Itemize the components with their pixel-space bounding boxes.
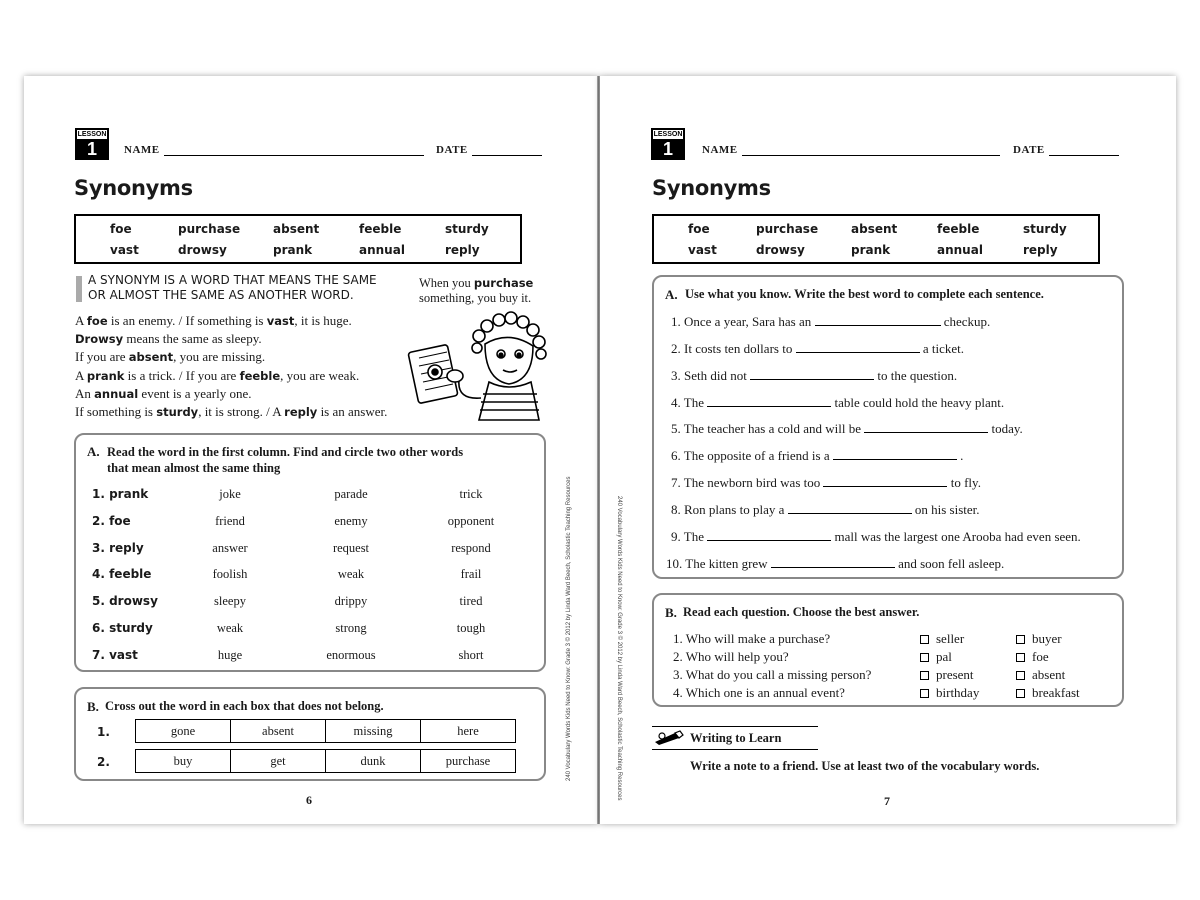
- answer-blank[interactable]: [707, 395, 831, 407]
- word-cell[interactable]: here: [421, 720, 516, 743]
- vocabulary-box: [74, 214, 522, 264]
- word-cell[interactable]: missing: [326, 720, 421, 743]
- page-title: Synonyms: [652, 176, 771, 200]
- vocab-word: purchase: [756, 222, 819, 236]
- vocab-word: vast: [688, 243, 717, 257]
- section-a-box: [652, 275, 1124, 579]
- vocab-word: foe: [688, 222, 710, 236]
- lesson-badge: [75, 128, 109, 160]
- checkbox-icon[interactable]: [1016, 689, 1025, 698]
- answer-option[interactable]: seller: [920, 631, 964, 647]
- word-cell[interactable]: dunk: [326, 750, 421, 773]
- vocab-word: prank: [273, 243, 313, 257]
- name-label: NAME: [702, 144, 738, 156]
- section-b-instructions: Cross out the word in each box that does not belong.: [105, 699, 384, 713]
- writing-prompt: Write a note to a friend. Use at least two of the vocabulary words.: [690, 759, 1040, 773]
- left-page: [24, 76, 598, 824]
- word-cell[interactable]: get: [231, 750, 326, 773]
- page-number: 7: [884, 794, 890, 808]
- checkbox-icon[interactable]: [920, 689, 929, 698]
- checkbox-icon[interactable]: [1016, 671, 1025, 680]
- definition-line: Drowsy means the same as sleepy.: [75, 331, 262, 347]
- list-item: 6. The opposite of a friend is a .: [671, 448, 964, 463]
- vocab-word: reply: [445, 243, 480, 257]
- lesson-number: 1: [662, 139, 673, 159]
- question-row: 4. Which one is an annual event?: [673, 685, 845, 700]
- question-row: 1. Who will make a purchase?: [673, 631, 831, 646]
- vocab-word: absent: [851, 222, 898, 236]
- definition-line: If you are absent, you are missing.: [75, 349, 266, 365]
- section-b-letter: B.: [665, 605, 677, 620]
- checkbox-icon[interactable]: [920, 653, 929, 662]
- cross-out-box-2: [135, 749, 516, 773]
- answer-option[interactable]: present: [920, 667, 974, 683]
- list-item: 5. The teacher has a cold and will be today.: [671, 421, 1023, 436]
- date-field[interactable]: [472, 155, 542, 156]
- cross-out-box-1: [135, 719, 516, 743]
- right-page: [600, 76, 1176, 824]
- section-a-instructions: Use what you know. Write the best word to complete each sentence.: [685, 287, 1044, 301]
- name-field[interactable]: [742, 155, 1000, 156]
- vocab-word: reply: [1023, 243, 1058, 257]
- vocabulary-box: [652, 214, 1100, 264]
- date-label: DATE: [1013, 144, 1045, 156]
- section-b-box: [74, 687, 546, 781]
- synonym-definition: A SYNONYM IS A WORD THAT MEANS THE SAME OR ALMOST THE SAME AS ANOTHER WORD.: [88, 273, 377, 302]
- answer-blank[interactable]: [750, 368, 874, 380]
- vocab-word: foe: [110, 222, 132, 236]
- definitions-list: [75, 312, 387, 421]
- answer-blank[interactable]: [833, 448, 957, 460]
- list-item: 1. Once a year, Sara has an checkup.: [671, 314, 991, 329]
- list-item: 10. The kitten grew and soon fell asleep.: [666, 556, 1005, 571]
- list-item: 8. Ron plans to play a on his sister.: [671, 502, 980, 517]
- answer-blank[interactable]: [815, 314, 941, 326]
- list-item: 9. The mall was the largest one Arooba had even seen.: [671, 529, 1081, 544]
- question-row: 2. Who will help you?: [673, 649, 789, 664]
- word-cell[interactable]: gone: [136, 720, 231, 743]
- answer-blank[interactable]: [864, 421, 988, 433]
- date-field[interactable]: [1049, 155, 1119, 156]
- vocab-word: annual: [359, 243, 405, 257]
- vocab-word: feeble: [937, 222, 980, 236]
- pencil-icon: [653, 730, 685, 746]
- checkbox-icon[interactable]: [1016, 635, 1025, 644]
- row-number: 2.: [97, 755, 110, 769]
- checkbox-icon[interactable]: [920, 635, 929, 644]
- answer-option[interactable]: pal: [920, 649, 952, 665]
- page-number: 6: [306, 793, 312, 807]
- name-label: NAME: [124, 144, 160, 156]
- answer-option[interactable]: foe: [1016, 649, 1049, 665]
- lesson-label: LESSON: [77, 131, 107, 138]
- vocab-word: purchase: [178, 222, 241, 236]
- definition-line: An annual event is a yearly one.: [75, 385, 252, 401]
- writing-header: [652, 726, 818, 750]
- vocab-word: drowsy: [756, 243, 805, 257]
- vocab-word: sturdy: [445, 222, 489, 236]
- name-field[interactable]: [164, 155, 424, 156]
- word-cell[interactable]: buy: [136, 750, 231, 773]
- lesson-badge: [651, 128, 685, 160]
- list-item: 2. It costs ten dollars to a ticket.: [671, 341, 964, 356]
- vocab-word: drowsy: [178, 243, 227, 257]
- section-b-box: [652, 593, 1124, 707]
- vocab-word: vast: [110, 243, 139, 257]
- date-label: DATE: [436, 144, 468, 156]
- lesson-number: 1: [86, 139, 97, 159]
- definition-line: A foe is an enemy. / If something is vast, it is huge.: [75, 313, 352, 328]
- question-row: 3. What do you call a missing person?: [673, 667, 872, 682]
- answer-option[interactable]: breakfast: [1016, 685, 1080, 701]
- vocab-word: feeble: [359, 222, 402, 236]
- definition-line: If something is sturdy, it is strong. / A reply is an answer.: [75, 404, 388, 420]
- section-a-instructions: Read the word in the first column. Find and circle two other words that mean almost the same thing: [107, 445, 464, 475]
- writing-title: Writing to Learn: [690, 731, 782, 745]
- lesson-label: LESSON: [653, 131, 683, 138]
- answer-blank[interactable]: [771, 556, 895, 568]
- list-item: 4. The table could hold the heavy plant.: [671, 395, 1005, 410]
- word-cell[interactable]: purchase: [421, 750, 516, 773]
- vocab-word: annual: [937, 243, 983, 257]
- list-item: 7. The newborn bird was too to fly.: [671, 475, 981, 490]
- section-b-letter: B.: [87, 699, 99, 714]
- answer-option[interactable]: absent: [1016, 667, 1065, 683]
- checkbox-icon[interactable]: [920, 671, 929, 680]
- answer-blank[interactable]: [796, 341, 920, 353]
- answer-option[interactable]: birthday: [920, 685, 979, 701]
- vocab-word: prank: [851, 243, 891, 257]
- list-item: 3. Seth did not to the question.: [671, 368, 958, 383]
- answer-blank[interactable]: [823, 475, 947, 487]
- copyright-text: 240 Vocabulary Words Kids Need to Know: Grade 3 © 2012 by Linda Ward Beech, Scholastic Teaching Resources: [566, 476, 572, 781]
- section-b-instructions: Read each question. Choose the best answer.: [683, 605, 920, 619]
- page-title: Synonyms: [74, 176, 193, 200]
- girl-with-money-illustration: [407, 308, 557, 423]
- row-number: 1.: [97, 725, 110, 739]
- word-cell[interactable]: absent: [231, 720, 326, 743]
- section-a-letter: A.: [87, 444, 100, 459]
- vocab-word: sturdy: [1023, 222, 1067, 236]
- section-a-letter: A.: [665, 287, 678, 302]
- definition-bar: [76, 276, 82, 302]
- callout-text: When you purchase something, you buy it.: [419, 276, 534, 305]
- copyright-text: 240 Vocabulary Words Kids Need to Know: Grade 3 © 2012 by Linda Ward Beech, Scholastic Teaching Resources: [616, 496, 622, 801]
- checkbox-icon[interactable]: [1016, 653, 1025, 662]
- vocab-word: absent: [273, 222, 320, 236]
- section-a-box: A. Read the word in the first column. Find and circle two other words that mean almost the same thing 1. prank joke parade trick 2. foe friend enemy opponent 3. reply answer request respond 4. feeble foolish weak frail 5. drowsy sleepy drippy tired 6. sturdy weak strong tough 7. vast huge enormous short: [74, 433, 546, 672]
- answer-option[interactable]: buyer: [1016, 631, 1062, 647]
- definition-line: A prank is a trick. / If you are feeble, you are weak.: [75, 367, 360, 383]
- answer-blank[interactable]: [707, 529, 831, 541]
- answer-blank[interactable]: [788, 502, 912, 514]
